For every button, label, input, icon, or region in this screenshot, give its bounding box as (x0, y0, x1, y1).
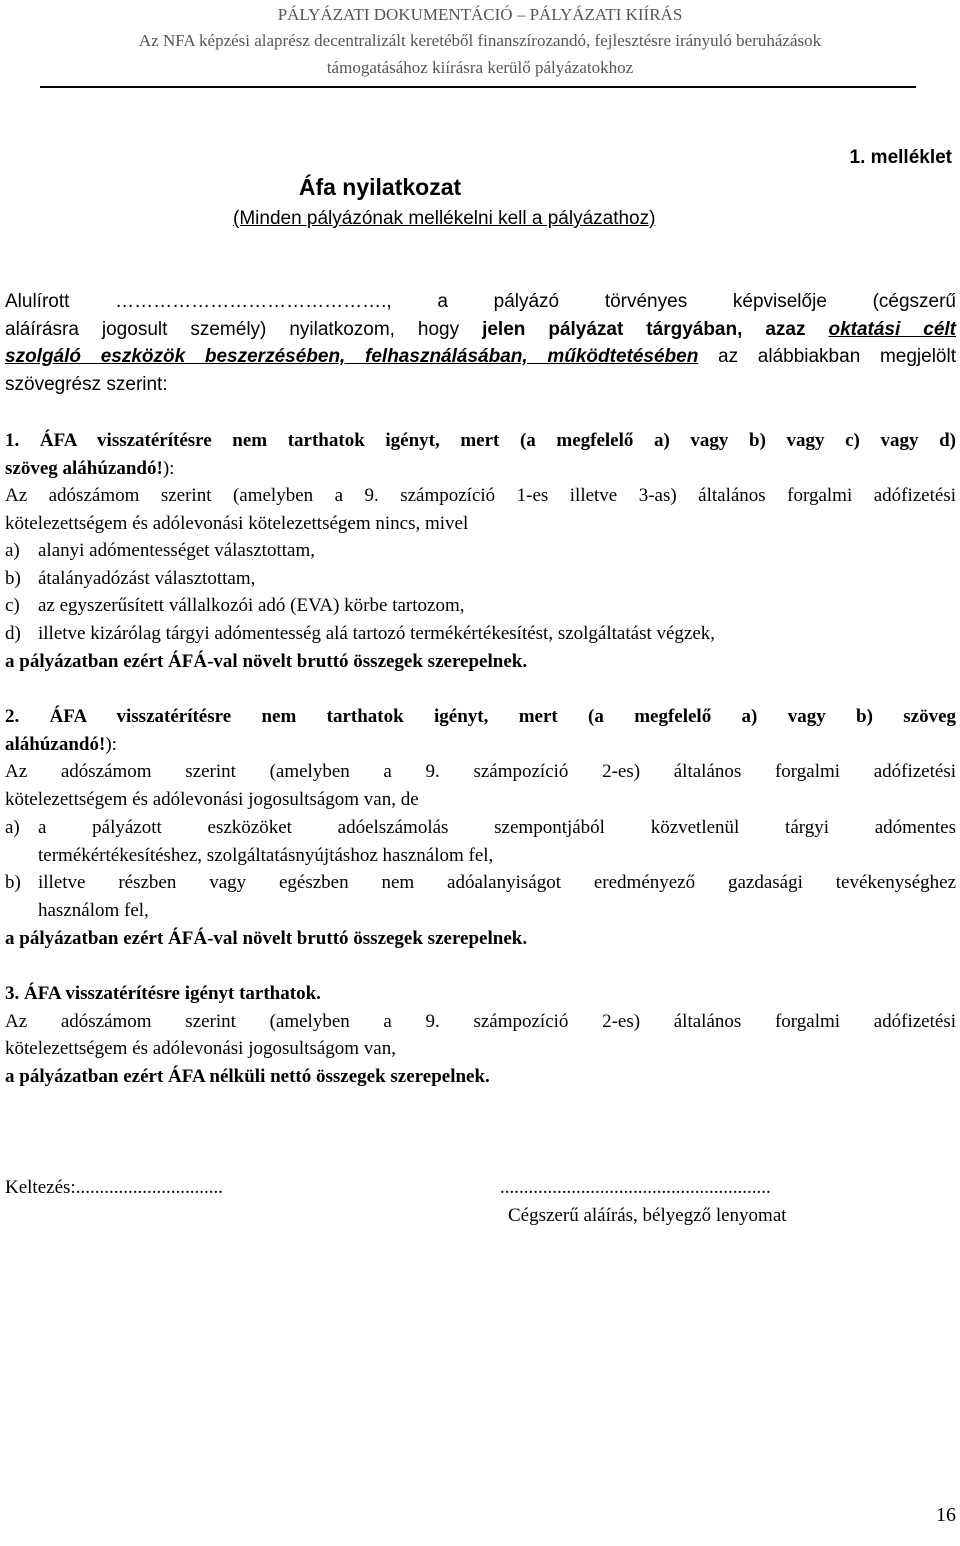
intro-alulirott: Alulírott (5, 291, 70, 312)
intro-l2-a: aláírásra jogosult személy) nyilatkozom, hogy (5, 319, 483, 340)
date-label: Keltezés: (5, 1177, 76, 1198)
section3-text-line-2: kötelezettségem és adólevonási jogosultságom van, (5, 1038, 396, 1059)
section2-text-line-2: kötelezettségem és adólevonási jogosultságom van, de (5, 789, 419, 810)
section2-item-b-line-1: illetve részben vagy egészben nem adóalanyiságot eredményező gazdasági tevékenységhez (38, 872, 956, 893)
section1-text-line-2: kötelezettségem és adólevonási kötelezettségem nincs, mivel (5, 513, 469, 534)
section1-heading-end: ): (162, 458, 175, 479)
list-item-label: b) (5, 568, 21, 589)
section2-heading-line-2 (5, 731, 117, 759)
section1-heading-line-1: 1. ÁFA visszatérítésre nem tarthatok igényt, mert (a megfelelő a) vagy b) vagy c) vagy d) (5, 430, 956, 451)
list-item-label: d) (5, 623, 21, 644)
section1-text-line-1: Az adószámom szerint (amelyben a 9. számpozíció 1-es illetve 3-as) általános forgalmi adófizetési (5, 485, 956, 506)
intro-l2-b: jelen pályázat tárgyában, azaz (482, 319, 829, 340)
date-dots: ............................... (75, 1177, 223, 1198)
section3-closing: a pályázatban ezért ÁFA nélküli nettó összegek szerepelnek. (5, 1066, 490, 1087)
document-title-text: Áfa nyilatkozat (298, 174, 462, 200)
section1-item-c (5, 592, 464, 620)
section2-item-b-label: b) (5, 872, 21, 893)
header-line-1: PÁLYÁZATI DOKUMENTÁCIÓ – PÁLYÁZATI KIÍRÁS (277, 5, 683, 24)
intro-l3-a: szolgáló eszközök beszerzésében, felhasználásában, működtetésében (5, 346, 699, 367)
header-line-3: támogatásához kiírásra kerülő pályázatokhoz (326, 58, 634, 77)
section1-heading-note: szöveg aláhúzandó! (5, 458, 163, 479)
intro-line-4: szövegrész szerint: (5, 374, 168, 395)
section3-heading: 3. ÁFA visszatérítésre igényt tarthatok. (5, 983, 321, 1004)
document-title (0, 172, 960, 202)
list-item-text: az egyszerűsített vállalkozói adó (EVA) körbe tartozom, (38, 595, 465, 616)
intro-line-2 (5, 316, 956, 344)
section2-closing: a pályázatban ezért ÁFÁ-val növelt bruttó összegek szerepelnek. (5, 928, 528, 949)
section1-item-b (5, 565, 255, 593)
intro-line-3 (5, 343, 956, 371)
section1-item-d (5, 620, 715, 648)
section2-item-a-label: a) (5, 817, 20, 838)
section2-heading-line-1: 2. ÁFA visszatérítésre nem tarthatok igényt, mert (a megfelelő a) vagy b) szöveg (5, 706, 956, 727)
header-rule (40, 86, 916, 88)
signature-caption: Cégszerű aláírás, bélyegző lenyomat (508, 1205, 787, 1226)
document-subtitle: (Minden pályázónak mellékelni kell a pályázathoz) (233, 208, 656, 229)
list-item-text: alanyi adómentességet választottam, (38, 540, 315, 561)
section1-item-a (5, 537, 315, 565)
date-field (5, 1174, 223, 1202)
section3-text-line-1: Az adószámom szerint (amelyben a 9. számpozíció 2-es) általános forgalmi adófizetési (5, 1011, 956, 1032)
list-item-text: átalányadózást választottam, (38, 568, 256, 589)
section2-item-a-line-1: a pályázott eszközöket adóelszámolás szempontjából közvetlenül tárgyi adómentes (38, 817, 956, 838)
list-item-label: c) (5, 595, 20, 616)
intro-l3-b: az alábbiakban megjelölt (698, 346, 956, 367)
intro-name-dots: ……………………………………. (115, 291, 387, 312)
signature-dots: ......................................................... (500, 1177, 771, 1198)
section2-item-a-line-2: termékértékesítéshez, szolgáltatásnyújtáshoz használom fel, (38, 845, 494, 866)
list-item-label: a) (5, 540, 20, 561)
section1-heading-line-2 (5, 455, 174, 483)
section2-heading-end: ): (105, 734, 117, 755)
section2-item-b-line-2: használom fel, (38, 900, 149, 921)
section2-heading-note: aláhúzandó! (5, 734, 106, 755)
section1-closing: a pályázatban ezért ÁFÁ-val növelt bruttó összegek szerepelnek. (5, 651, 528, 672)
list-item-text: illetve kizárólag tárgyi adómentesség alá tartozó termékértékesítést, szolgáltatást végzek, (38, 623, 716, 644)
annex-label: 1. melléklet (849, 147, 952, 168)
header-line-2: Az NFA képzési alaprész decentralizált keretéből finanszírozandó, fejlesztésre irányuló beruházások (138, 31, 822, 50)
intro-line-1 (5, 288, 956, 316)
intro-l1-rest: , a pályázó törvényes képviselője (cégszerű (386, 291, 956, 312)
intro-l2-c: oktatási célt (828, 319, 956, 340)
page-number: 16 (936, 1504, 956, 1526)
section2-text-line-1: Az adószámom szerint (amelyben a 9. számpozíció 2-es) általános forgalmi adófizetési (5, 761, 956, 782)
